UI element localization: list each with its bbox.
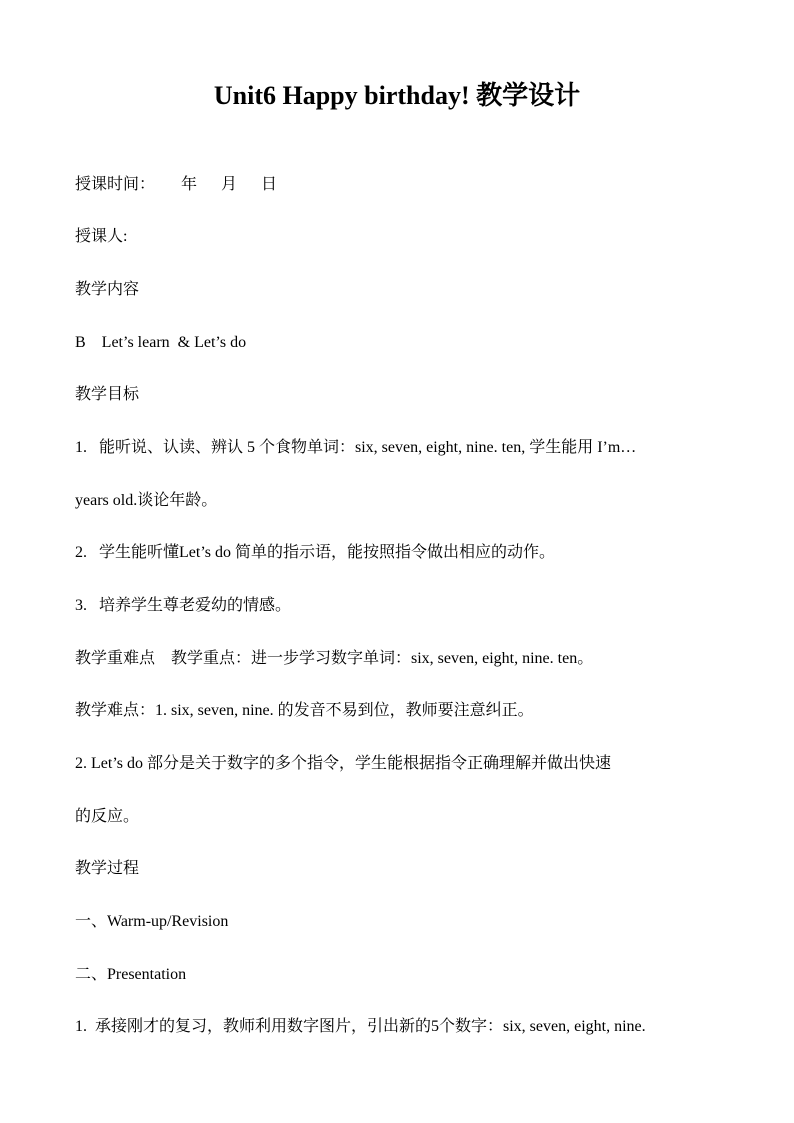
- content-heading: 教学内容: [75, 281, 140, 298]
- process-step-1: 一、Warm-up/Revision: [75, 913, 229, 930]
- document-title: Unit6 Happy birthday! 教学设计: [213, 81, 581, 110]
- year-label: 年: [181, 176, 198, 193]
- key-points-line-1: 教学重难点 教学重点：进一步学习数字单词：six, seven, eight, nine. ten。: [75, 650, 594, 667]
- objectives-heading: 教学目标: [75, 386, 140, 403]
- process-step-2-item-1: 1. 承接刚才的复习，教师利用数字图片，引出新的5个数字：six, seven, eight, nine.: [75, 1018, 646, 1035]
- month-label: 月: [221, 176, 238, 193]
- objective-item-3: 3. 培养学生尊老爱幼的情感。: [75, 597, 292, 614]
- lesson-time-label: 授课时间：: [75, 176, 156, 193]
- process-step-2: 二、Presentation: [75, 966, 187, 983]
- content-text: B Let’s learn & Let’s do: [75, 334, 247, 351]
- key-points-line-3: 2. Let’s do 部分是关于数字的多个指令，学生能根据指令正确理解并做出快速: [75, 755, 611, 772]
- objective-item-2: 2. 学生能听懂Let’s do 简单的指示语，能按照指令做出相应的动作。: [75, 544, 555, 561]
- teacher-line: 授课人:: [75, 228, 128, 245]
- day-label: 日: [261, 176, 278, 193]
- objective-item-1-line-2: years old.谈论年龄。: [75, 492, 218, 509]
- lesson-time-line: [75, 172, 725, 198]
- process-heading: 教学过程: [75, 860, 140, 877]
- key-points-line-4: 的反应。: [75, 808, 140, 825]
- key-points-line-2: 教学难点：1. six, seven, nine. 的发音不易到位，教师要注意纠正。: [75, 702, 534, 719]
- objective-item-1-line-1: 1. 能听说、认读、辨认 5 个食物单词：six, seven, eight, nine. ten, 学生能用 I’m…: [75, 439, 637, 456]
